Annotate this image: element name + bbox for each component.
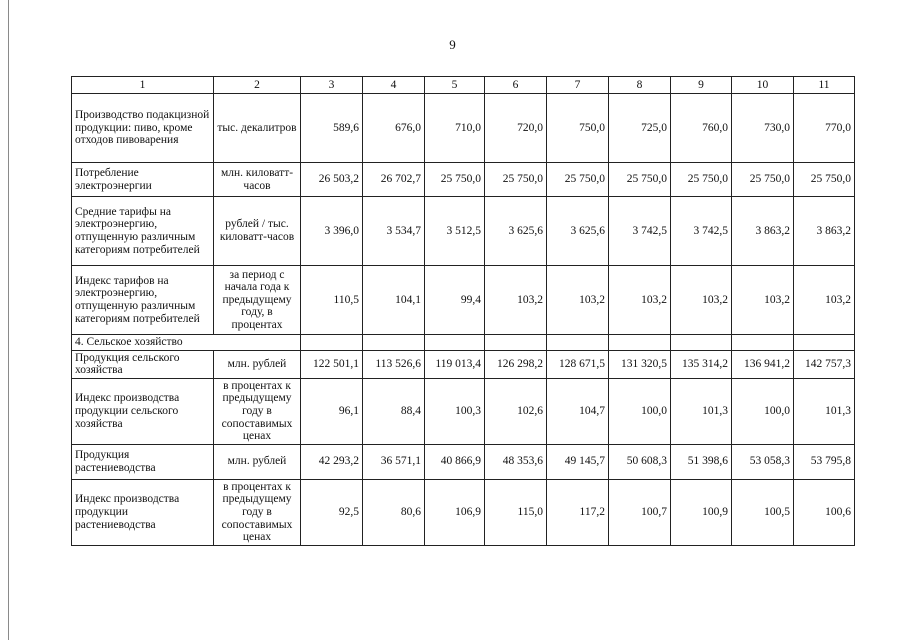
value-cell: 92,5 xyxy=(301,479,363,545)
value-cell: 100,3 xyxy=(425,378,485,444)
value-cell: 3 863,2 xyxy=(794,197,855,266)
page-left-edge xyxy=(8,0,9,640)
value-cell: 103,2 xyxy=(609,266,671,335)
column-header: 10 xyxy=(732,77,794,94)
value-cell: 103,2 xyxy=(485,266,547,335)
indicator-name: Продукция растениеводства xyxy=(72,444,214,479)
table-row xyxy=(72,197,855,266)
value-cell: 770,0 xyxy=(794,94,855,163)
unit-cell: рублей / тыс. киловатт-часов xyxy=(214,197,301,266)
data-table xyxy=(71,76,855,546)
value-cell: 103,2 xyxy=(794,266,855,335)
value-cell: 102,6 xyxy=(485,378,547,444)
column-header: 9 xyxy=(671,77,732,94)
unit-cell: млн. рублей xyxy=(214,350,301,378)
value-cell: 100,7 xyxy=(609,479,671,545)
value-cell: 128 671,5 xyxy=(547,350,609,378)
value-cell: 730,0 xyxy=(732,94,794,163)
value-cell: 3 534,7 xyxy=(363,197,425,266)
indicator-name: Индекс тарифов на электроэнергию, отпущенную различным категориям потребителей xyxy=(72,266,214,335)
value-cell: 25 750,0 xyxy=(794,163,855,197)
value-cell: 36 571,1 xyxy=(363,444,425,479)
table-row xyxy=(72,163,855,197)
unit-cell: в процентах к предыдущему году в сопоставимых ценах xyxy=(214,378,301,444)
column-header: 1 xyxy=(72,77,214,94)
value-cell: 96,1 xyxy=(301,378,363,444)
value-cell: 26 503,2 xyxy=(301,163,363,197)
value-cell: 100,9 xyxy=(671,479,732,545)
table-row xyxy=(72,266,855,335)
value-cell: 720,0 xyxy=(485,94,547,163)
value-cell: 103,2 xyxy=(547,266,609,335)
column-header: 8 xyxy=(609,77,671,94)
value-cell: 101,3 xyxy=(671,378,732,444)
section-title: 4. Сельское хозяйство xyxy=(72,335,301,351)
column-header: 5 xyxy=(425,77,485,94)
unit-cell: млн. киловатт-часов xyxy=(214,163,301,197)
unit-cell: за период с начала года к предыдущему году, в процентах xyxy=(214,266,301,335)
value-cell: 106,9 xyxy=(425,479,485,545)
value-cell: 3 625,6 xyxy=(547,197,609,266)
indicator-name: Индекс производства продукции сельского хозяйства xyxy=(72,378,214,444)
value-cell: 26 702,7 xyxy=(363,163,425,197)
value-cell: 3 863,2 xyxy=(732,197,794,266)
value-cell: 122 501,1 xyxy=(301,350,363,378)
value-cell: 100,0 xyxy=(732,378,794,444)
value-cell: 25 750,0 xyxy=(547,163,609,197)
value-cell: 589,6 xyxy=(301,94,363,163)
column-header: 6 xyxy=(485,77,547,94)
table-row xyxy=(72,378,855,444)
empty-cell xyxy=(485,335,547,351)
value-cell: 725,0 xyxy=(609,94,671,163)
value-cell: 100,5 xyxy=(732,479,794,545)
empty-cell xyxy=(425,335,485,351)
value-cell: 3 625,6 xyxy=(485,197,547,266)
value-cell: 25 750,0 xyxy=(485,163,547,197)
value-cell: 113 526,6 xyxy=(363,350,425,378)
value-cell: 51 398,6 xyxy=(671,444,732,479)
table-row xyxy=(72,479,855,545)
column-header: 3 xyxy=(301,77,363,94)
empty-cell xyxy=(609,335,671,351)
table-header-row xyxy=(72,77,855,94)
value-cell: 142 757,3 xyxy=(794,350,855,378)
value-cell: 115,0 xyxy=(485,479,547,545)
value-cell: 101,3 xyxy=(794,378,855,444)
value-cell: 53 058,3 xyxy=(732,444,794,479)
column-header: 2 xyxy=(214,77,301,94)
value-cell: 3 742,5 xyxy=(609,197,671,266)
page-number: 9 xyxy=(449,37,456,52)
indicator-name: Индекс производства продукции растениеводства xyxy=(72,479,214,545)
empty-cell xyxy=(794,335,855,351)
column-header: 11 xyxy=(794,77,855,94)
value-cell: 676,0 xyxy=(363,94,425,163)
value-cell: 126 298,2 xyxy=(485,350,547,378)
value-cell: 100,0 xyxy=(609,378,671,444)
unit-cell: млн. рублей xyxy=(214,444,301,479)
value-cell: 40 866,9 xyxy=(425,444,485,479)
section-row xyxy=(72,335,855,351)
value-cell: 25 750,0 xyxy=(425,163,485,197)
value-cell: 100,6 xyxy=(794,479,855,545)
value-cell: 110,5 xyxy=(301,266,363,335)
value-cell: 760,0 xyxy=(671,94,732,163)
table-row xyxy=(72,444,855,479)
value-cell: 99,4 xyxy=(425,266,485,335)
unit-cell: тыс. декалитров xyxy=(214,94,301,163)
value-cell: 3 512,5 xyxy=(425,197,485,266)
value-cell: 25 750,0 xyxy=(671,163,732,197)
value-cell: 750,0 xyxy=(547,94,609,163)
value-cell: 42 293,2 xyxy=(301,444,363,479)
empty-cell xyxy=(671,335,732,351)
value-cell: 103,2 xyxy=(671,266,732,335)
empty-cell xyxy=(732,335,794,351)
table-row xyxy=(72,94,855,163)
value-cell: 104,1 xyxy=(363,266,425,335)
value-cell: 50 608,3 xyxy=(609,444,671,479)
indicator-name: Производство подакцизной продукции: пиво, кроме отходов пивоварения xyxy=(72,94,214,163)
value-cell: 104,7 xyxy=(547,378,609,444)
value-cell: 3 742,5 xyxy=(671,197,732,266)
value-cell: 53 795,8 xyxy=(794,444,855,479)
value-cell: 119 013,4 xyxy=(425,350,485,378)
empty-cell xyxy=(363,335,425,351)
value-cell: 103,2 xyxy=(732,266,794,335)
empty-cell xyxy=(547,335,609,351)
indicator-name: Потребление электроэнергии xyxy=(72,163,214,197)
column-header: 4 xyxy=(363,77,425,94)
value-cell: 48 353,6 xyxy=(485,444,547,479)
value-cell: 25 750,0 xyxy=(609,163,671,197)
value-cell: 136 941,2 xyxy=(732,350,794,378)
empty-cell xyxy=(301,335,363,351)
value-cell: 131 320,5 xyxy=(609,350,671,378)
indicator-name: Средние тарифы на электроэнергию, отпущенную различным категориям потребителей xyxy=(72,197,214,266)
table-row xyxy=(72,350,855,378)
value-cell: 117,2 xyxy=(547,479,609,545)
value-cell: 3 396,0 xyxy=(301,197,363,266)
unit-cell: в процентах к предыдущему году в сопоставимых ценах xyxy=(214,479,301,545)
indicator-name: Продукция сельского хозяйства xyxy=(72,350,214,378)
value-cell: 49 145,7 xyxy=(547,444,609,479)
column-header: 7 xyxy=(547,77,609,94)
value-cell: 710,0 xyxy=(425,94,485,163)
value-cell: 80,6 xyxy=(363,479,425,545)
value-cell: 135 314,2 xyxy=(671,350,732,378)
value-cell: 88,4 xyxy=(363,378,425,444)
value-cell: 25 750,0 xyxy=(732,163,794,197)
